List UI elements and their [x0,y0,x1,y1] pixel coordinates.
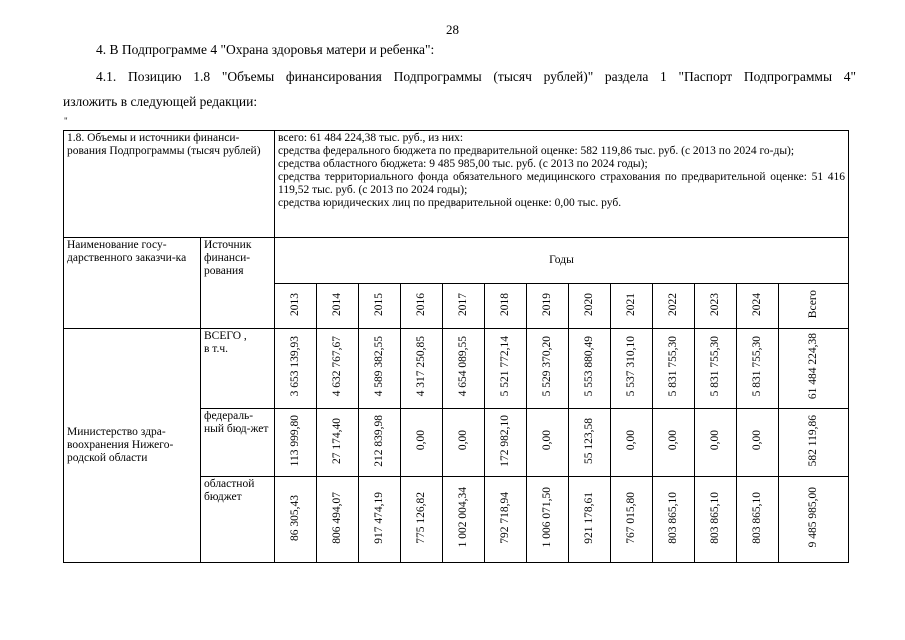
year-header [359,284,401,329]
value-text: 582 119,86 [807,414,819,467]
value-cell [527,409,569,477]
value-cell [317,409,359,477]
value-text: 4 632 767,67 [331,336,343,397]
value-cell [611,329,653,409]
value-text: 803 865,10 [667,491,679,544]
year-label: 2018 [499,292,511,316]
value-cell [401,409,443,477]
year-label: 2015 [373,292,385,316]
value-cell [569,329,611,409]
header-years: Годы [275,238,849,284]
value-text: 55 123,58 [583,417,595,464]
value-text: 172 982,10 [499,414,511,467]
year-header [317,284,359,329]
value-text: 3 653 139,93 [289,336,301,397]
value-cell [737,409,779,477]
year-label: 2016 [415,292,427,316]
info-line: средства территориального фонда обязательного медицинского страхования по предварительной оценке: 51 416 119,52 тыс. руб. (с 2013 по 2024 годы); [278,171,845,196]
value-text: 86 305,43 [289,494,301,541]
value-cell [779,409,849,477]
year-header [569,284,611,329]
year-header [443,284,485,329]
section-heading: 4. В Подпрограмме 4 "Охрана здоровья матери и ребенка": [96,42,435,57]
value-text: 803 865,10 [709,491,721,544]
header-customer: Наименование госу-дарственного заказчи-ка [64,238,201,329]
year-label: 2017 [457,292,469,316]
value-cell [527,329,569,409]
value-cell [401,477,443,563]
value-text: 212 839,98 [373,414,385,467]
value-cell [485,477,527,563]
year-label: 2019 [541,292,553,316]
customer-cell: Министерство здра-воохранения Нижего-родской области [64,329,201,563]
info-line: средства областного бюджета: 9 485 985,00 тыс. руб. (с 2013 по 2024 годы); [278,158,648,170]
year-label: 2022 [667,292,679,316]
value-cell [485,329,527,409]
value-text: 5 521 772,14 [499,336,511,397]
value-cell [653,477,695,563]
value-cell [275,409,317,477]
year-header [695,284,737,329]
value-cell [317,329,359,409]
value-cell [401,329,443,409]
financing-table [63,130,849,563]
value-text: 0,00 [625,430,637,451]
value-text: 775 126,82 [415,491,427,544]
value-text: 0,00 [415,430,427,451]
value-cell [569,409,611,477]
value-text: 4 654 089,55 [457,336,469,397]
value-cell [359,409,401,477]
value-text: 806 494,07 [331,491,343,544]
value-text: 803 865,10 [751,491,763,544]
value-cell [653,409,695,477]
value-cell [779,477,849,563]
year-header [653,284,695,329]
value-text: 5 537 310,10 [625,336,637,397]
year-label: 2014 [331,292,343,316]
value-cell [611,477,653,563]
value-cell [359,477,401,563]
paragraph-line-1: 4.1. Позицию 1.8 "Объемы финансирования Подпрограммы (тысяч рублей)" раздела 1 "Паспорт Подпрограммы 4" [96,69,856,84]
value-cell [737,477,779,563]
value-text: 0,00 [667,430,679,451]
value-text: 921 178,61 [583,491,595,544]
source-cell: федераль-ный бюд-жет [201,409,275,477]
year-label: 2013 [289,292,301,316]
year-header [485,284,527,329]
value-cell [695,409,737,477]
source-cell: ВСЕГО , в т.ч. [201,329,275,409]
year-label: 2021 [625,292,637,316]
value-cell [779,329,849,409]
year-label: 2023 [709,292,721,316]
value-text: 792 718,94 [499,491,511,544]
value-cell [443,409,485,477]
info-line: средства юридических лиц по предварительной оценке: 0,00 тыс. руб. [278,197,622,209]
financing-info [275,131,849,238]
value-cell [695,477,737,563]
value-text: 767 015,80 [625,491,637,544]
paragraph-line-2: изложить в следующей редакции: [63,94,258,109]
info-line: всего: 61 484 224,38 тыс. руб., из них: [278,132,464,144]
value-text: 5 831 755,30 [667,336,679,397]
value-cell [359,329,401,409]
value-cell [737,329,779,409]
value-text: 5 831 755,30 [751,336,763,397]
value-text: 9 485 985,00 [807,487,819,548]
value-text: 0,00 [709,430,721,451]
value-text: 5 529 370,20 [541,336,553,397]
value-cell [653,329,695,409]
source-cell: областной бюджет [201,477,275,563]
value-text: 27 174,40 [331,417,343,464]
value-cell [317,477,359,563]
year-header [779,284,849,329]
year-label: 2024 [751,292,763,316]
value-text: 917 474,19 [373,491,385,544]
value-text: 4 317 250,85 [415,336,427,397]
value-cell [485,409,527,477]
opening-quote: " [64,116,68,126]
year-header [401,284,443,329]
info-line: средства федерального бюджета по предварительной оценке: 582 119,86 тыс. руб. (с 2013 по 2024 го-ды); [278,145,795,157]
value-cell [695,329,737,409]
value-text: 0,00 [751,430,763,451]
value-text: 0,00 [541,430,553,451]
value-cell [443,329,485,409]
value-text: 4 589 382,55 [373,336,385,397]
year-label: Всего [807,289,819,319]
year-header [737,284,779,329]
position-label: 1.8. Объемы и источники финанси-рования Подпрограммы (тысяч рублей) [64,131,275,238]
value-text: 5 553 880,49 [583,336,595,397]
value-text: 1 006 071,50 [541,487,553,548]
value-cell [443,477,485,563]
value-cell [527,477,569,563]
year-header [611,284,653,329]
value-cell [569,477,611,563]
value-cell [275,329,317,409]
year-label: 2020 [583,292,595,316]
value-cell [611,409,653,477]
value-text: 113 999,80 [289,414,301,467]
value-cell [275,477,317,563]
value-text: 0,00 [457,430,469,451]
year-header [527,284,569,329]
header-source: Источник финанси-рования [201,238,275,329]
value-text: 1 002 004,34 [457,487,469,548]
year-header [275,284,317,329]
page-number: 28 [446,22,459,37]
value-text: 5 831 755,30 [709,336,721,397]
value-text: 61 484 224,38 [807,333,819,400]
